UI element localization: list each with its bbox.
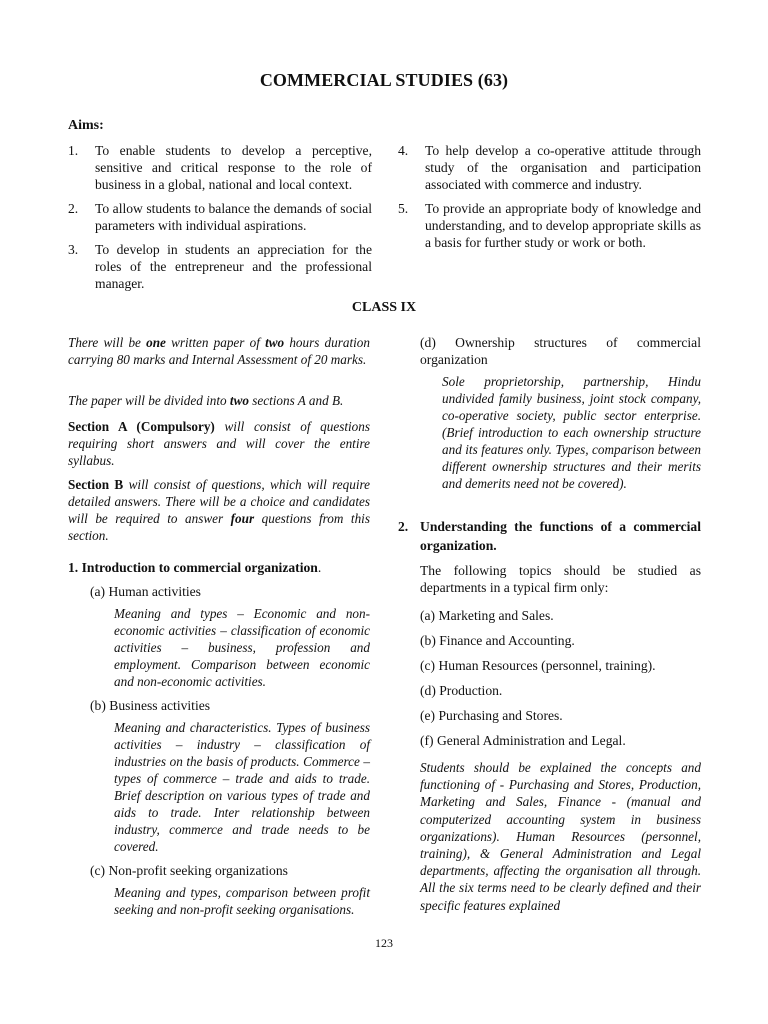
subsection-label: (b) Business activities bbox=[90, 698, 211, 713]
subsection-label: (d) Ownership structures of commercial organization bbox=[420, 335, 701, 367]
subsection-text: Meaning and types – Economic and non-economic activities – classification of economic activities – business, profession and employment. Comparison between economic and non-economic activities. bbox=[114, 606, 370, 689]
page-title: COMMERCIAL STUDIES (63) bbox=[259, 70, 509, 90]
section-intro: The following topics should be studied as departments in a typical firm only: bbox=[420, 563, 701, 595]
aim-text: To help develop a co-operative attitude through study of the organisation and participation associated with commerce and industry. bbox=[425, 143, 701, 193]
list-item: (f) General Administration and Legal. bbox=[420, 733, 626, 748]
subsection-text: Sole proprietorship, partnership, Hindu undivided family business, joint stock company, co-operative society, public sector enterprise. (Brief introduction to each ownership structure and its features only. Types, comparison between different ownership structures and their merits and demerits need not be covered). bbox=[442, 374, 701, 491]
exam-info-paragraph: There will be one written paper of two hours duration carrying 80 marks and Internal Assessment of 20 marks. bbox=[68, 335, 370, 367]
list-item: (c) Human Resources (personnel, training). bbox=[420, 658, 656, 673]
list-item: (b) Finance and Accounting. bbox=[420, 633, 575, 648]
aim-number: 4. bbox=[398, 143, 409, 158]
aim-text: To provide an appropriate body of knowledge and understanding, and to develop appropriate skills as a basis for further study or work or both. bbox=[425, 201, 701, 251]
subsection-text: Meaning and types, comparison between profit seeking and non-profit seeking organisations. bbox=[114, 885, 370, 917]
aim-number: 1. bbox=[68, 143, 79, 158]
section-a-paragraph: Section A (Compulsory) will consist of questions requiring short answers and will cover the entire syllabus. bbox=[68, 419, 371, 468]
aims-heading: Aims: bbox=[68, 118, 104, 133]
aim-text: To develop in students an appreciation for the roles of the entrepreneur and the professional manager. bbox=[95, 242, 372, 292]
class-heading: CLASS IX bbox=[351, 300, 417, 315]
aim-number: 5. bbox=[398, 201, 409, 216]
subsection-label: (c) Non-profit seeking organizations bbox=[90, 863, 288, 878]
page-number: 123 bbox=[375, 936, 393, 950]
section-heading: 1. Introduction to commercial organization. bbox=[68, 560, 322, 575]
list-item: (e) Purchasing and Stores. bbox=[420, 708, 563, 723]
aim-text: To enable students to develop a perceptive, sensitive and critical response to the role of business in a global, national and local context. bbox=[95, 143, 372, 193]
aim-number: 3. bbox=[68, 242, 79, 257]
aim-number: 2. bbox=[68, 201, 79, 216]
subsection-label: (a) Human activities bbox=[90, 584, 201, 599]
document-page: COMMERCIAL STUDIES (63) Aims: 1. To enable students to develop a perceptive, sensitive and critical response to the role of business in a global, national and local context. 2. To allow students to balance the demands of social parameters with individual aspirations. 3. To develop in students an appreciation for the roles of the entrepreneur and the professional manager. 4. To help develop a co-operative attitude through study of the organisation and participation associated with commerce and industry. 5. To provide an appropriate body of knowledge and understanding, and to develop appropriate skills as a basis for further study or work or both. CLASS IX There will be one written paper of two hours duration carrying 80 marks and Internal Assessment of 20 marks. The paper will be divided into two sections A and B. Section A (Compulsory) will consist of questions requiring short answers and will cover the entire syllabus. Section B will consist of questions, which will require detailed answers. There will be a choice and candidates will be required to answer four questions from this section. 1. Introduction to commercial organization. (a) Human activities Meaning and types – Economic and non-economic activities – classification of economic activities – business, profession and employment. Comparison between economic and non-economic activities. (b) Business activities Meaning and characteristics. Types of business activities – industry – classification of industries on the basis of products. Commerce – types of commerce – trade and aids to trade. Brief description on various types of trade and aids to trade. Inter relationship between industry, commerce and trade needs to be covered. (c) Non-profit seeking organizations Meaning and types, comparison between profit seeking and non-profit seeking organisations. (d) Ownership structures of commercial organization Sole proprietorship, partnership, Hindu undivided family business, joint stock company, co-operative society, public sector enterprise. (Brief introduction to each ownership structure and its features only. Types, comparison between different ownership structures and their merits and demerits need not be covered). 2. Understanding the functions of a commercial organization. The following topics should be studied as departments in a typical firm only: (a) Marketing and Sales. (b) Finance and Accounting. (c) Human Resources (personnel, training). (d) Production. (e) Purchasing and Stores. (f) General Administration and Legal. Students should be explained the concepts and functioning of - Purchasing and Stores, Production, Marketing and Sales, Finance - (manual and computerized accounting system in business organizations). Human Resources (personnel, training), & General Administration and Legal departments, affecting the organisation all through. All the six terms need to be clearly defined and their specific features explained 123 bbox=[0, 0, 768, 1024]
list-item: (a) Marketing and Sales. bbox=[420, 608, 554, 623]
section-note: Students should be explained the concepts and functioning of - Purchasing and Stores, Production, Marketing and Sales, Finance - (manual and computerized accounting system in business organizations). Human Resources (personnel, training), & General Administration and Legal departments, affecting the organisation all through. All the six terms need to be clearly defined and their specific features explained bbox=[420, 760, 701, 913]
section-b-paragraph: Section B will consist of questions, which will require detailed answers. There will be a choice and candidates will be required to answer four questions from this section. bbox=[68, 477, 370, 543]
aim-text: To allow students to balance the demands of social parameters with individual aspirations. bbox=[95, 201, 372, 234]
exam-sections-paragraph: The paper will be divided into two sections A and B. bbox=[68, 393, 344, 408]
list-item: (d) Production. bbox=[420, 683, 503, 698]
subsection-text: Meaning and characteristics. Types of business activities – industry – classification of industries on the basis of products. Commerce – types of commerce – trade and aids to trade. Brief description on various types of trade and aids to trade. Inter relationship between industry, commerce and trade needs to be covered. bbox=[114, 720, 370, 854]
